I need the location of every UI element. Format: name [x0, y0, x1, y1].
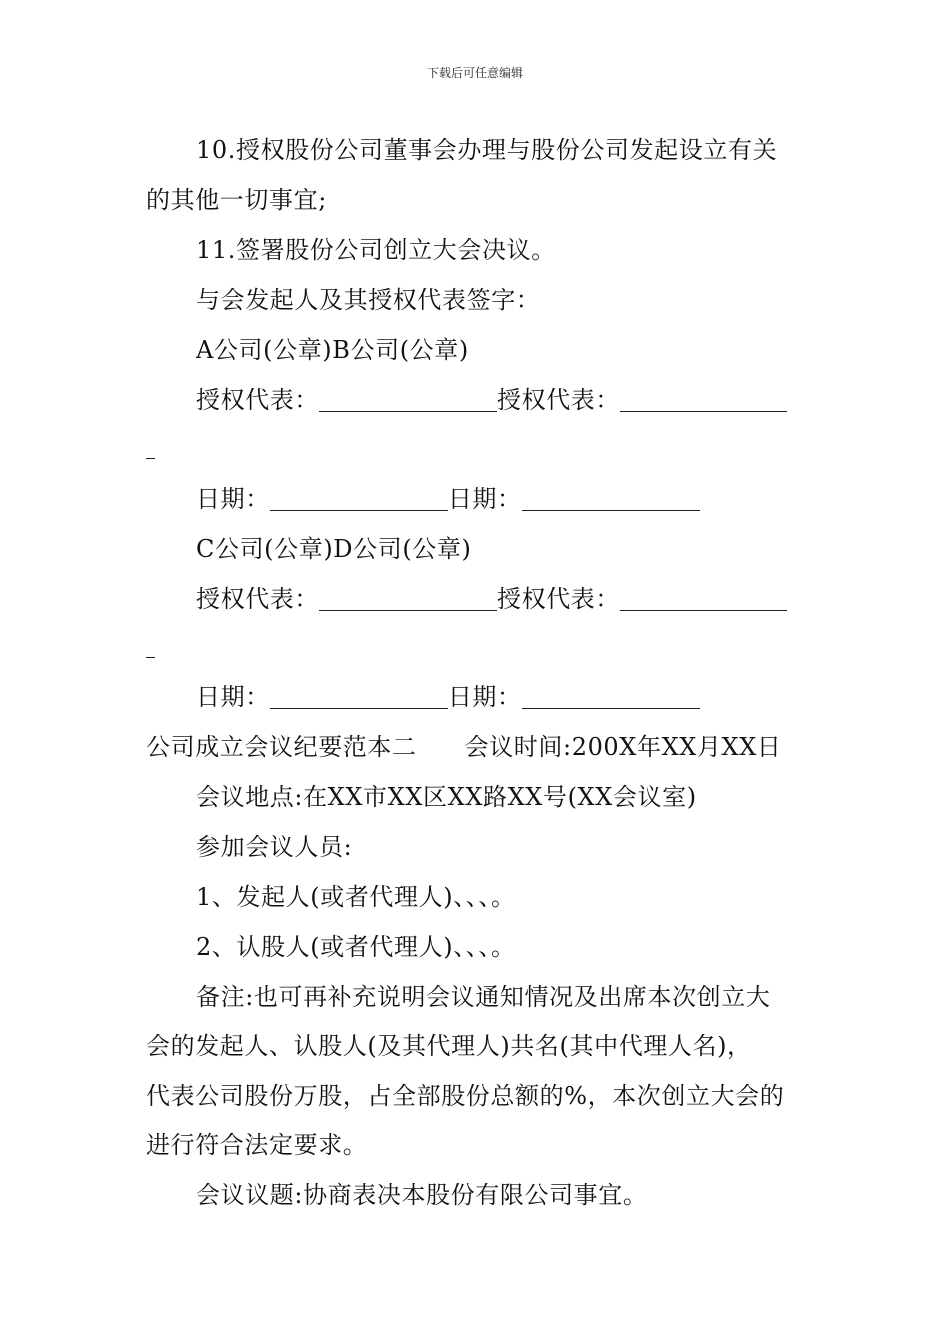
companies-cd: C公司(公章)D公司(公章) — [196, 535, 472, 563]
meeting-time: 会议时间:200X年XX月XX日 — [464, 733, 782, 761]
rep-label-d: 授权代表： — [497, 585, 620, 613]
note-line-3: 代表公司股份万股，占全部股份总额的%，本次创立大会的 — [146, 1082, 785, 1110]
rep-blank-d-overflow — [146, 657, 155, 658]
attendees-label: 参加会议人员: — [196, 833, 353, 861]
template2-heading-row — [146, 732, 816, 762]
attendee-1: 1、发起人(或者代理人)、、、。 — [196, 883, 516, 911]
date-label-c: 日期： — [196, 683, 270, 711]
rep-row-ab — [196, 385, 816, 415]
rep-row-cd — [196, 584, 816, 614]
date-row-cd — [196, 682, 816, 712]
rep-blank-d[interactable] — [620, 592, 787, 611]
date-row-ab — [196, 484, 816, 514]
rep-blank-c[interactable] — [319, 592, 497, 611]
date-blank-a[interactable] — [270, 492, 448, 511]
rep-blank-b[interactable] — [620, 393, 787, 412]
rep-label-c: 授权代表： — [196, 585, 319, 613]
header-note: 下载后可任意编辑 — [426, 66, 523, 80]
meeting-place: 会议地点:在XX市XX区XX路XX号(XX会议室) — [196, 783, 697, 811]
date-label-a: 日期： — [196, 485, 270, 513]
date-label-d: 日期： — [447, 683, 522, 711]
note-line-1: 备注:也可再补充说明会议通知情况及出席本次创立大 — [196, 983, 771, 1011]
template2-title: 公司成立会议纪要范本二 — [146, 733, 417, 761]
rep-label-a: 授权代表： — [196, 386, 319, 414]
date-blank-c[interactable] — [270, 690, 448, 709]
attendee-2: 2、认股人(或者代理人)、、、。 — [196, 933, 516, 961]
sign-intro: 与会发起人及其授权代表签字： — [196, 286, 541, 314]
date-blank-d[interactable] — [522, 690, 700, 709]
note-line-2: 会的发起人、认股人(及其代理人)共名(其中代理人名)， — [146, 1032, 752, 1060]
date-blank-b[interactable] — [522, 492, 700, 511]
item-10-line-1: 10.授权股份公司董事会办理与股份公司发起设立有关 — [196, 136, 778, 164]
rep-blank-b-overflow — [146, 458, 155, 459]
item-10-line-2: 的其他一切事宜; — [146, 186, 327, 214]
date-label-b: 日期： — [447, 485, 522, 513]
item-11: 11.签署股份公司创立大会决议。 — [196, 236, 556, 264]
agenda: 会议议题:协商表决本股份有限公司事宜。 — [196, 1181, 648, 1209]
companies-ab: A公司(公章)B公司(公章) — [196, 336, 469, 364]
rep-label-b: 授权代表： — [497, 386, 620, 414]
rep-blank-a[interactable] — [319, 393, 497, 412]
note-line-4: 进行符合法定要求。 — [146, 1131, 368, 1159]
